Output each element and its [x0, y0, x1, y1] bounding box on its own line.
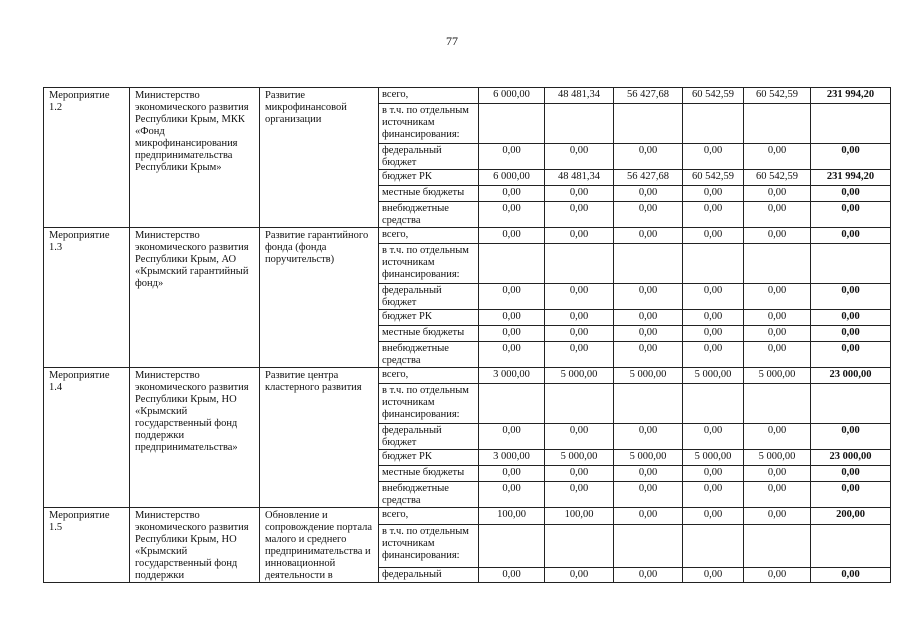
amount-cell: 0,00 — [744, 424, 811, 450]
amount-cell: 0,00 — [683, 202, 744, 228]
amount-cell: 5 000,00 — [683, 450, 744, 466]
total-cell: 23 000,00 — [811, 450, 891, 466]
amount-cell: 0,00 — [683, 310, 744, 326]
amount-cell: 0,00 — [744, 144, 811, 170]
measure-name: Обновление и сопровождение портала малого и среднего предпринимательства и инновационной деятельности в — [260, 508, 379, 583]
amount-cell: 0,00 — [614, 186, 683, 202]
total-cell: 0,00 — [811, 202, 891, 228]
amount-cell: 0,00 — [479, 567, 545, 582]
amount-cell: 0,00 — [744, 284, 811, 310]
measure-id: Мероприятие 1.2 — [44, 88, 130, 228]
amount-cell: 5 000,00 — [744, 450, 811, 466]
table-row — [44, 368, 891, 384]
amount-cell: 0,00 — [744, 326, 811, 342]
total-cell: 0,00 — [811, 567, 891, 582]
amount-cell: 0,00 — [614, 342, 683, 368]
amount-cell: 0,00 — [614, 424, 683, 450]
amount-cell: 0,00 — [683, 284, 744, 310]
amount-cell: 5 000,00 — [614, 368, 683, 384]
measure-executor: Министерство экономического развития Республики Крым, МКК «Фонд микрофинансирования предпринимательства Республики Крым» — [130, 88, 260, 228]
amount-cell — [614, 384, 683, 424]
amount-cell: 100,00 — [545, 508, 614, 525]
total-cell: 0,00 — [811, 424, 891, 450]
total-cell: 231 994,20 — [811, 170, 891, 186]
amount-cell — [545, 525, 614, 568]
amount-cell: 0,00 — [744, 508, 811, 525]
amount-cell: 0,00 — [479, 466, 545, 482]
amount-cell: 48 481,34 — [545, 88, 614, 104]
total-cell: 0,00 — [811, 284, 891, 310]
amount-cell: 0,00 — [683, 228, 744, 244]
amount-cell: 0,00 — [479, 144, 545, 170]
amount-cell: 0,00 — [744, 186, 811, 202]
amount-cell — [545, 384, 614, 424]
amount-cell: 56 427,68 — [614, 88, 683, 104]
funding-source: бюджет РК — [379, 170, 479, 186]
amount-cell: 0,00 — [545, 466, 614, 482]
amount-cell: 0,00 — [683, 186, 744, 202]
amount-cell: 0,00 — [545, 482, 614, 508]
funding-source: бюджет РК — [379, 450, 479, 466]
amount-cell: 6 000,00 — [479, 170, 545, 186]
funding-source: всего, — [379, 228, 479, 244]
total-cell: 231 994,20 — [811, 88, 891, 104]
amount-cell: 0,00 — [614, 284, 683, 310]
total-cell — [811, 244, 891, 284]
amount-cell — [545, 104, 614, 144]
amount-cell: 0,00 — [744, 466, 811, 482]
amount-cell: 56 427,68 — [614, 170, 683, 186]
measure-id: Мероприятие 1.5 — [44, 508, 130, 583]
amount-cell: 5 000,00 — [545, 450, 614, 466]
amount-cell — [744, 244, 811, 284]
table-row — [44, 228, 891, 244]
funding-source: в т.ч. по отдельным источникам финансирования: — [379, 104, 479, 144]
amount-cell: 0,00 — [614, 482, 683, 508]
amount-cell — [744, 104, 811, 144]
amount-cell: 0,00 — [744, 342, 811, 368]
total-cell — [811, 525, 891, 568]
funding-source: всего, — [379, 368, 479, 384]
table-body — [44, 88, 891, 583]
amount-cell — [683, 384, 744, 424]
total-cell — [811, 104, 891, 144]
amount-cell — [545, 244, 614, 284]
amount-cell — [614, 244, 683, 284]
amount-cell: 0,00 — [545, 567, 614, 582]
funding-source: всего, — [379, 508, 479, 525]
amount-cell: 0,00 — [479, 342, 545, 368]
amount-cell: 0,00 — [683, 342, 744, 368]
amount-cell — [614, 104, 683, 144]
amount-cell: 60 542,59 — [744, 170, 811, 186]
total-cell: 23 000,00 — [811, 368, 891, 384]
total-cell — [811, 384, 891, 424]
amount-cell: 0,00 — [479, 482, 545, 508]
amount-cell: 0,00 — [614, 310, 683, 326]
amount-cell: 3 000,00 — [479, 368, 545, 384]
funding-source: внебюджетные средства — [379, 482, 479, 508]
total-cell: 0,00 — [811, 482, 891, 508]
amount-cell: 0,00 — [545, 144, 614, 170]
amount-cell: 60 542,59 — [744, 88, 811, 104]
funding-source: в т.ч. по отдельным источникам финансирования: — [379, 525, 479, 568]
measure-name: Развитие микрофинансовой организации — [260, 88, 379, 228]
amount-cell: 5 000,00 — [744, 368, 811, 384]
amount-cell — [479, 244, 545, 284]
amount-cell: 0,00 — [545, 424, 614, 450]
table-row — [44, 88, 891, 104]
total-cell: 0,00 — [811, 342, 891, 368]
funding-source: в т.ч. по отдельным источникам финансирования: — [379, 244, 479, 284]
amount-cell: 0,00 — [683, 424, 744, 450]
amount-cell — [683, 104, 744, 144]
amount-cell: 5 000,00 — [545, 368, 614, 384]
amount-cell: 0,00 — [479, 202, 545, 228]
total-cell: 0,00 — [811, 310, 891, 326]
measure-id: Мероприятие 1.4 — [44, 368, 130, 508]
amount-cell — [479, 104, 545, 144]
amount-cell: 0,00 — [744, 310, 811, 326]
funding-source: федеральный бюджет — [379, 144, 479, 170]
amount-cell: 0,00 — [614, 508, 683, 525]
amount-cell: 0,00 — [614, 326, 683, 342]
amount-cell: 0,00 — [683, 508, 744, 525]
funding-source: местные бюджеты — [379, 326, 479, 342]
amount-cell: 0,00 — [545, 310, 614, 326]
funding-source: в т.ч. по отдельным источникам финансирования: — [379, 384, 479, 424]
amount-cell: 0,00 — [683, 144, 744, 170]
amount-cell: 48 481,34 — [545, 170, 614, 186]
amount-cell: 0,00 — [614, 144, 683, 170]
amount-cell: 0,00 — [545, 228, 614, 244]
funding-source: местные бюджеты — [379, 186, 479, 202]
amount-cell — [479, 384, 545, 424]
amount-cell: 0,00 — [614, 567, 683, 582]
amount-cell: 60 542,59 — [683, 88, 744, 104]
funding-source: всего, — [379, 88, 479, 104]
amount-cell: 0,00 — [479, 186, 545, 202]
funding-source: бюджет РК — [379, 310, 479, 326]
amount-cell: 0,00 — [614, 228, 683, 244]
amount-cell: 0,00 — [744, 228, 811, 244]
amount-cell: 0,00 — [545, 326, 614, 342]
measure-executor: Министерство экономического развития Республики Крым, НО «Крымский государственный фонд поддержки — [130, 508, 260, 583]
amount-cell: 0,00 — [683, 567, 744, 582]
funding-source: федеральный бюджет — [379, 424, 479, 450]
amount-cell: 0,00 — [744, 482, 811, 508]
page-number: 77 — [446, 34, 458, 48]
amount-cell: 3 000,00 — [479, 450, 545, 466]
measure-name: Развитие центра кластерного развития — [260, 368, 379, 508]
measure-executor: Министерство экономического развития Республики Крым, АО «Крымский гарантийный фонд» — [130, 228, 260, 368]
funding-source: внебюджетные средства — [379, 202, 479, 228]
amount-cell — [614, 525, 683, 568]
amount-cell: 0,00 — [479, 424, 545, 450]
amount-cell: 0,00 — [545, 342, 614, 368]
amount-cell — [744, 384, 811, 424]
funding-source: внебюджетные средства — [379, 342, 479, 368]
amount-cell: 0,00 — [479, 326, 545, 342]
amount-cell: 0,00 — [683, 326, 744, 342]
amount-cell — [683, 244, 744, 284]
amount-cell: 5 000,00 — [683, 368, 744, 384]
amount-cell: 100,00 — [479, 508, 545, 525]
total-cell: 0,00 — [811, 326, 891, 342]
amount-cell: 0,00 — [479, 284, 545, 310]
amount-cell — [683, 525, 744, 568]
amount-cell: 0,00 — [545, 202, 614, 228]
amount-cell: 0,00 — [545, 284, 614, 310]
amount-cell: 5 000,00 — [614, 450, 683, 466]
measure-id: Мероприятие 1.3 — [44, 228, 130, 368]
amount-cell: 0,00 — [683, 466, 744, 482]
amount-cell: 0,00 — [744, 567, 811, 582]
funding-source: местные бюджеты — [379, 466, 479, 482]
amount-cell — [744, 525, 811, 568]
total-cell: 0,00 — [811, 186, 891, 202]
measure-executor: Министерство экономического развития Республики Крым, НО «Крымский государственный фонд поддержки предпринимательства» — [130, 368, 260, 508]
funding-source: федеральный — [379, 567, 479, 582]
budget-table — [43, 87, 891, 583]
amount-cell: 0,00 — [614, 202, 683, 228]
amount-cell: 0,00 — [479, 228, 545, 244]
amount-cell — [479, 525, 545, 568]
amount-cell: 6 000,00 — [479, 88, 545, 104]
total-cell: 0,00 — [811, 466, 891, 482]
total-cell: 0,00 — [811, 228, 891, 244]
amount-cell: 0,00 — [479, 310, 545, 326]
amount-cell: 0,00 — [683, 482, 744, 508]
measure-name: Развитие гарантийного фонда (фонда поручительств) — [260, 228, 379, 368]
amount-cell: 60 542,59 — [683, 170, 744, 186]
amount-cell: 0,00 — [614, 466, 683, 482]
total-cell: 200,00 — [811, 508, 891, 525]
funding-source: федеральный бюджет — [379, 284, 479, 310]
table-row — [44, 508, 891, 525]
amount-cell: 0,00 — [545, 186, 614, 202]
amount-cell: 0,00 — [744, 202, 811, 228]
total-cell: 0,00 — [811, 144, 891, 170]
